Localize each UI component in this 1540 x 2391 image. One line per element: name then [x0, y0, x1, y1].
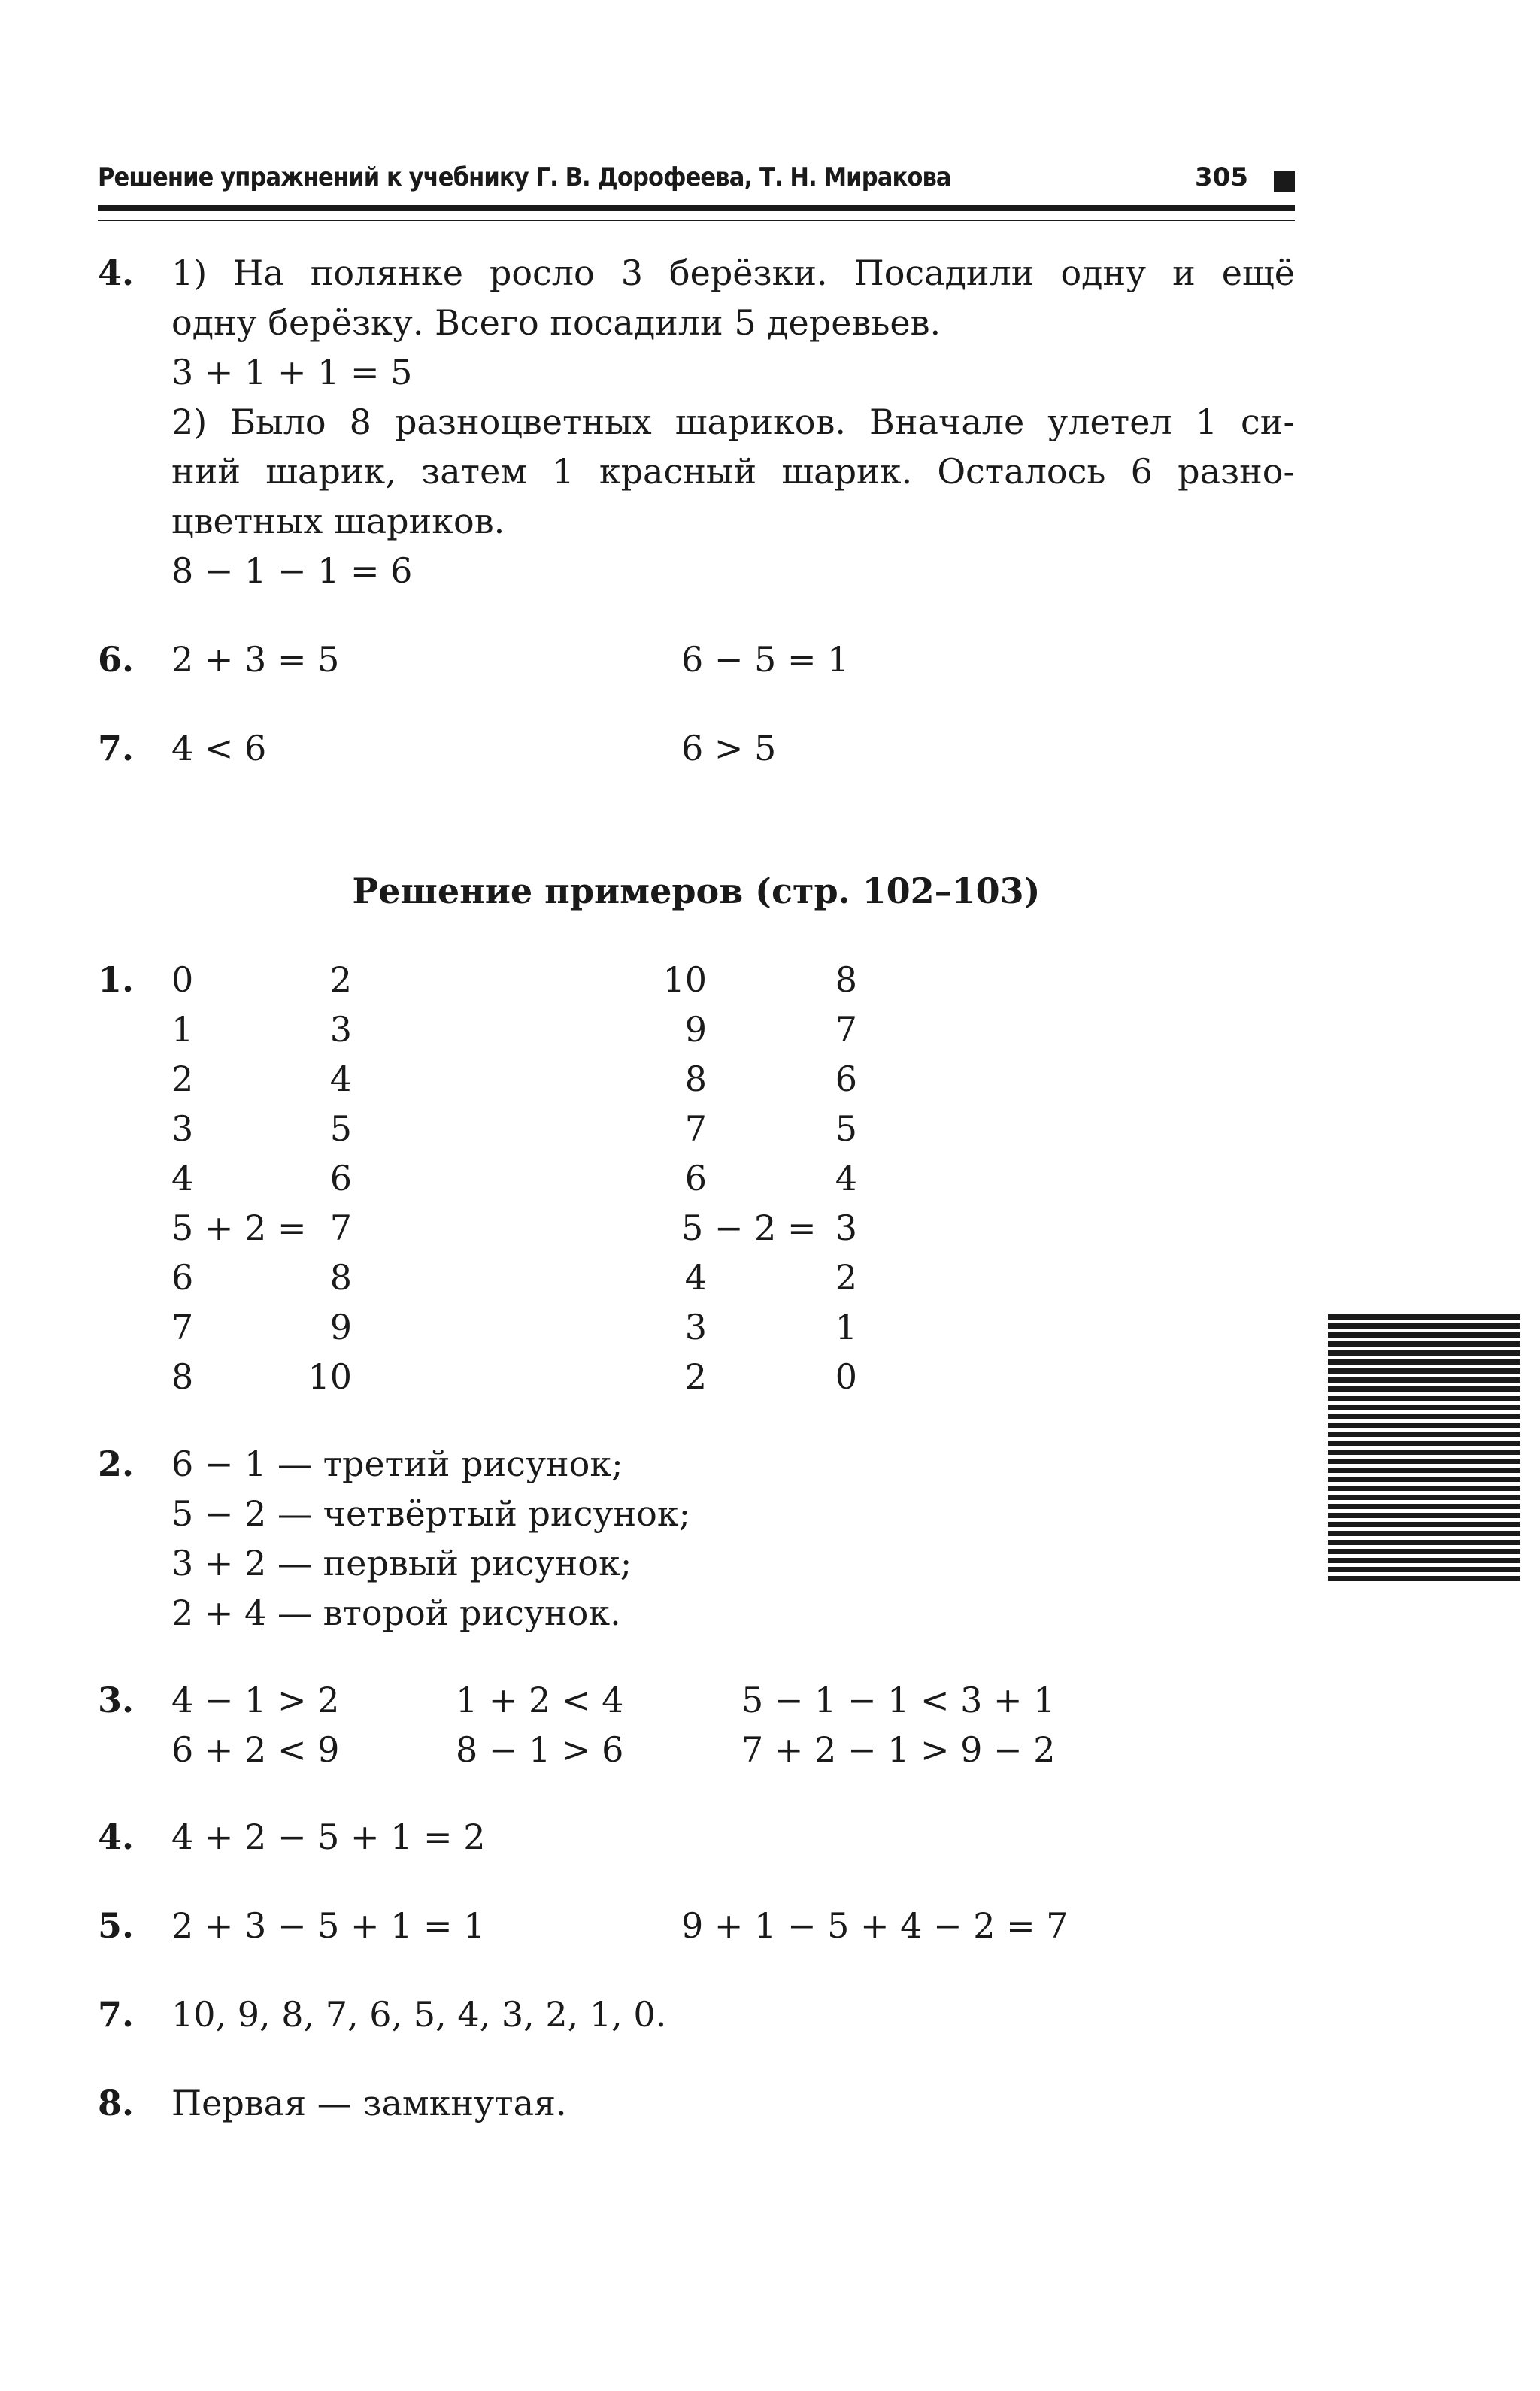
table-cell: 4	[171, 1158, 194, 1199]
table-cell: 0	[835, 1356, 857, 1397]
table-cell: 8	[329, 1257, 352, 1298]
table-cell: 4	[835, 1158, 857, 1199]
table-cell: 3	[329, 1009, 352, 1050]
exercise-4-number: 4.	[98, 253, 135, 293]
problem-2-line: 2 + 4 — второй рисунок.	[171, 1592, 621, 1633]
problem-2-number: 2.	[98, 1444, 135, 1484]
problem-2-line: 3 + 2 — первый рисунок;	[171, 1543, 632, 1583]
table-cell: 8	[684, 1059, 707, 1099]
table-cell: 10	[308, 1356, 352, 1397]
problem-2-line: 5 − 2 — четвёртый рисунок;	[171, 1493, 691, 1534]
table-cell: 8	[835, 959, 857, 1000]
table-cell: 7	[835, 1009, 857, 1050]
header-title: Решение упражнений к учебнику Г. В. Дорофеева, Т. Н. Миракова	[98, 162, 951, 192]
table-cell: 1	[835, 1307, 857, 1347]
problem-5-equation: 9 + 1 − 5 + 4 − 2 = 7	[681, 1905, 1069, 1946]
page-number: 305	[1195, 162, 1248, 192]
problem-3-comparison: 1 + 2 < 4	[456, 1680, 624, 1720]
table-cell: 4	[329, 1059, 352, 1099]
exercise-4-line: ний шарик, затем 1 красный шарик. Осталось 6 разно-	[171, 451, 1295, 492]
table-cell: 3	[684, 1307, 707, 1347]
table-cell: 6	[835, 1059, 857, 1099]
table-cell: 9	[329, 1307, 352, 1347]
table-cell: 5	[329, 1108, 352, 1149]
table-cell: 2	[171, 1059, 194, 1099]
problem-7-number: 7.	[98, 1994, 135, 2035]
table-cell: 2	[684, 1356, 707, 1397]
table-cell: 7	[684, 1108, 707, 1149]
problem-8-number: 8.	[98, 2083, 135, 2123]
table-cell: 10	[662, 959, 707, 1000]
exercise-4-equation: 3 + 1 + 1 = 5	[171, 352, 413, 392]
problem-7-sequence: 10, 9, 8, 7, 6, 5, 4, 3, 2, 1, 0.	[171, 1994, 667, 2035]
table-cell: 9	[684, 1009, 707, 1050]
table-cell: 6	[171, 1257, 194, 1298]
problem-3-comparison: 5 − 1 − 1 < 3 + 1	[741, 1680, 1056, 1720]
exercise-7-number: 7.	[98, 728, 135, 768]
table-cell: 4	[684, 1257, 707, 1298]
problem-4-equation: 4 + 2 − 5 + 1 = 2	[171, 1817, 486, 1857]
table-cell: 7	[329, 1208, 352, 1248]
table-cell: 7	[171, 1307, 194, 1347]
problem-4-number: 4.	[98, 1817, 135, 1857]
exercise-7-comparison: 4 < 6	[171, 728, 267, 768]
header-rule-thick	[98, 205, 1295, 211]
table-cell: 2	[329, 959, 352, 1000]
table-cell: 3	[171, 1108, 194, 1149]
exercise-7-comparison: 6 > 5	[681, 728, 777, 768]
table-cell: 6	[684, 1158, 707, 1199]
table-cell: 5 − 2 =	[681, 1208, 817, 1248]
exercise-6-number: 6.	[98, 639, 135, 680]
table-cell: 0	[171, 959, 194, 1000]
problem-3-comparison: 6 + 2 < 9	[171, 1729, 340, 1770]
problem-3-comparison: 4 − 1 > 2	[171, 1680, 340, 1720]
exercise-4-line: цветных шариков.	[171, 501, 505, 541]
problem-5-number: 5.	[98, 1905, 135, 1946]
table-cell: 3	[835, 1208, 857, 1248]
problem-3-comparison: 8 − 1 > 6	[456, 1729, 624, 1770]
problem-5-equation: 2 + 3 − 5 + 1 = 1	[171, 1905, 486, 1946]
problem-3-comparison: 7 + 2 − 1 > 9 − 2	[741, 1729, 1056, 1770]
page-header	[98, 162, 1295, 200]
problem-1-number: 1.	[98, 959, 135, 1000]
table-cell: 2	[835, 1257, 857, 1298]
thumb-index-tab	[1328, 1314, 1520, 1583]
exercise-6-equation: 6 − 5 = 1	[681, 639, 850, 680]
problem-2-line: 6 − 1 — третий рисунок;	[171, 1444, 623, 1484]
exercise-6-equation: 2 + 3 = 5	[171, 639, 340, 680]
exercise-4-line: одну берёзку. Всего посадили 5 деревьев.	[171, 302, 941, 343]
problem-3-number: 3.	[98, 1680, 135, 1720]
problem-8-answer: Первая — замкнутая.	[171, 2083, 567, 2123]
exercise-4-line: 2) Было 8 разноцветных шариков. Вначале улетел 1 си-	[171, 402, 1295, 442]
section-title: Решение примеров (стр. 102–103)	[352, 871, 1041, 911]
table-cell: 5	[835, 1108, 857, 1149]
exercise-4-equation: 8 − 1 − 1 = 6	[171, 550, 413, 591]
header-square-marker	[1274, 171, 1295, 192]
exercise-4-line: 1) На полянке росло 3 берёзки. Посадили одну и ещё	[171, 253, 1295, 293]
table-cell: 5 + 2 =	[171, 1208, 307, 1248]
table-cell: 1	[171, 1009, 194, 1050]
header-rule-thin	[98, 220, 1295, 221]
table-cell: 6	[329, 1158, 352, 1199]
table-cell: 8	[171, 1356, 194, 1397]
